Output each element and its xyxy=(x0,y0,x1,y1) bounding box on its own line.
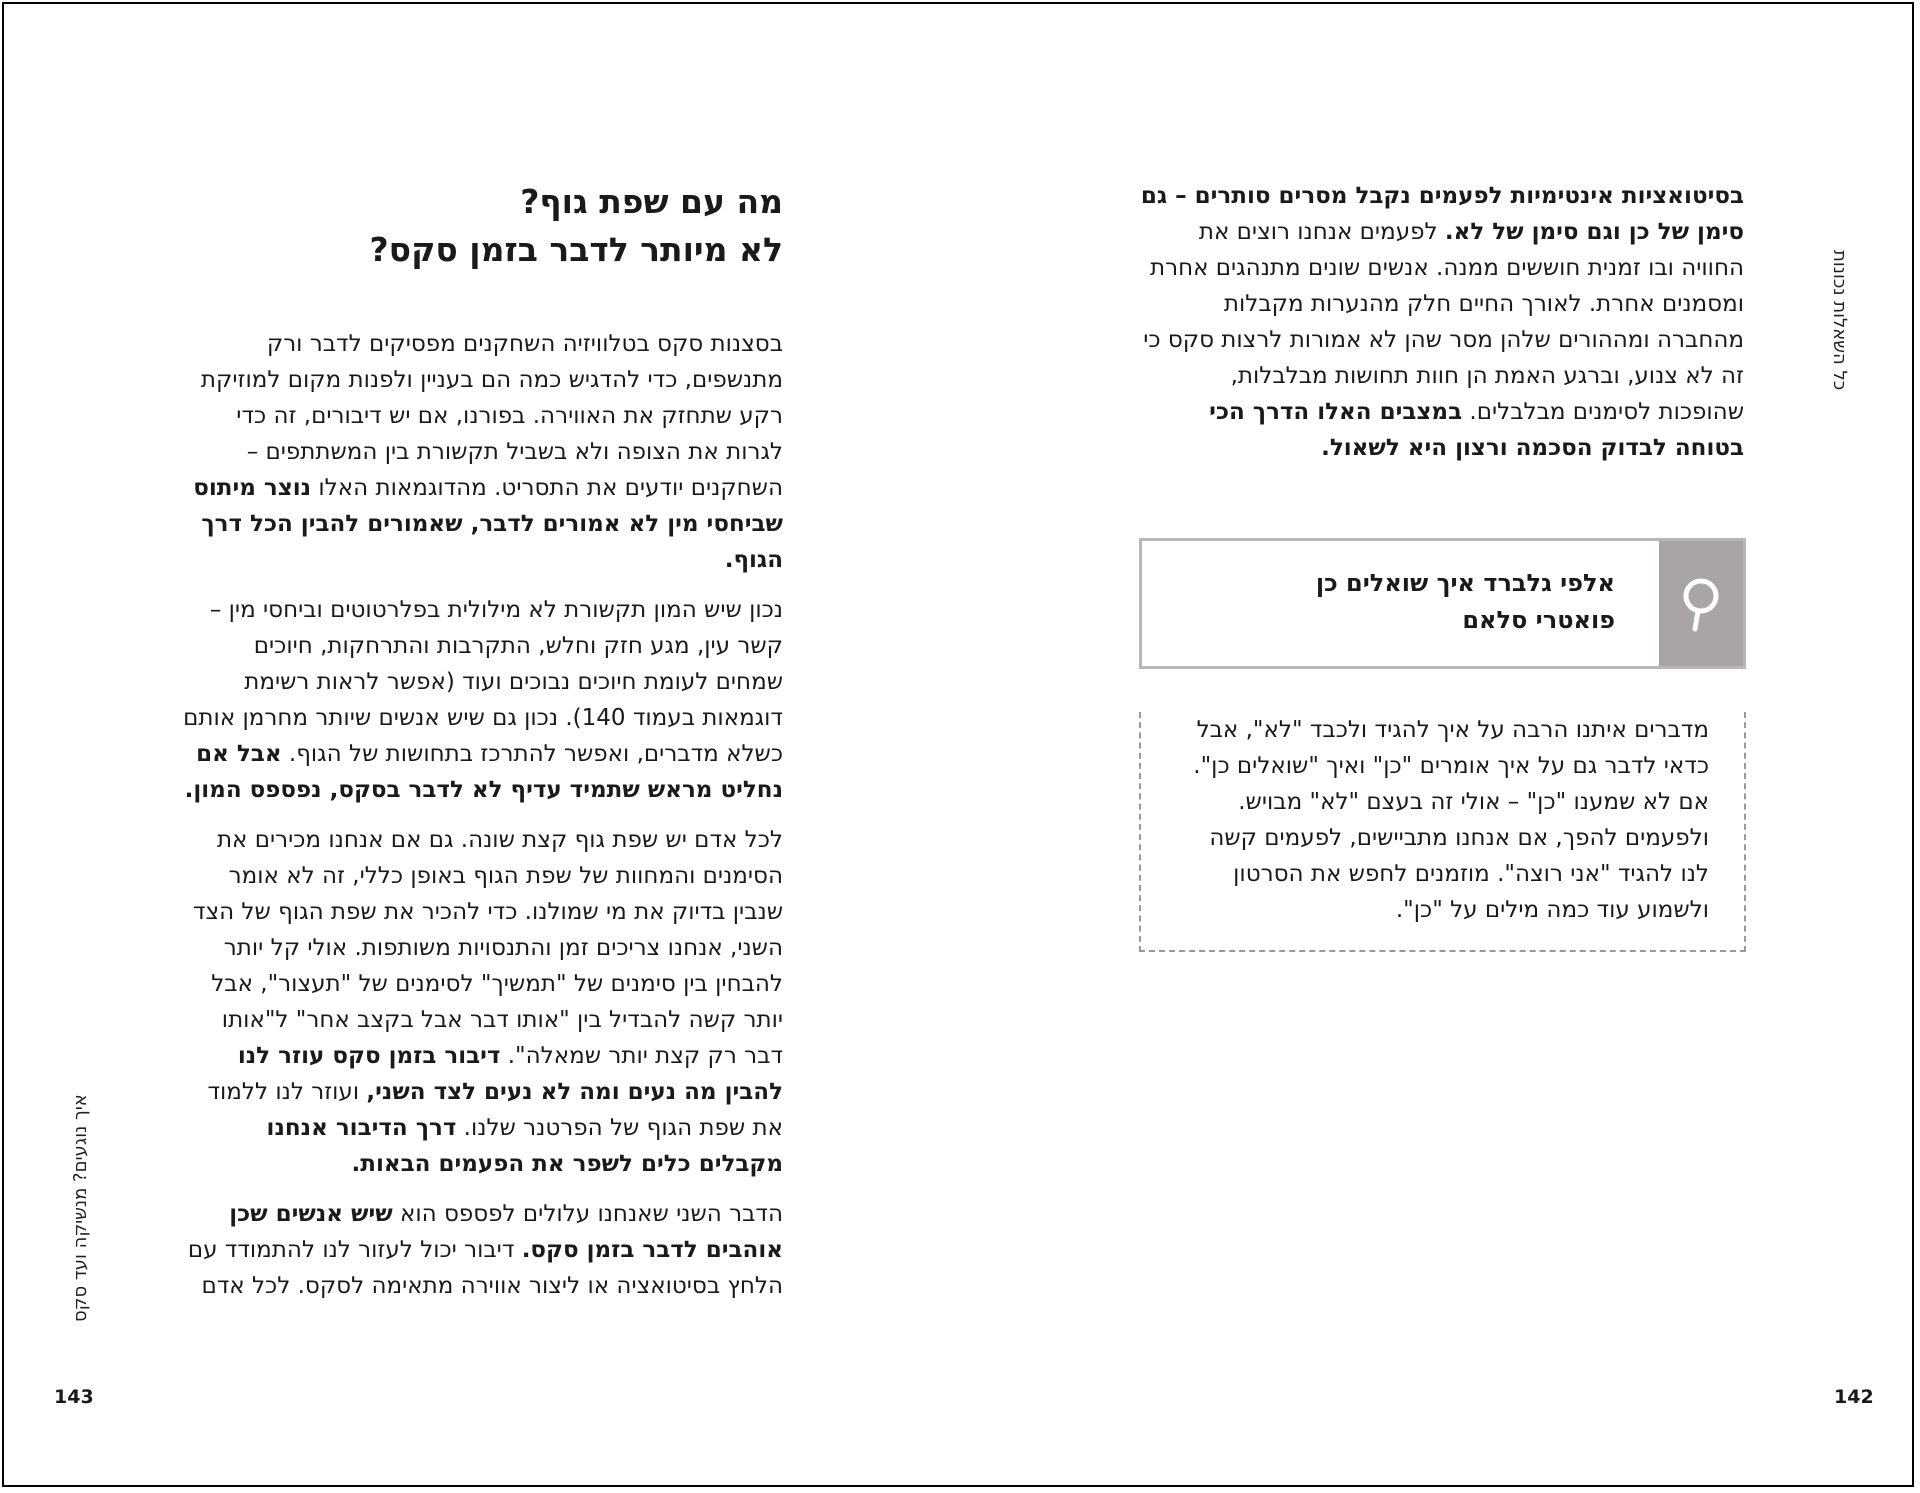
p2-text-1: נכון שיש המון תקשורת לא מילולית בפלרטוטים וביחסי מין – קשר עין, מגע חזק וחלש, התקרבות והתרחקות, חיוכים שמחים לעומת חיוכים נבוכים ועוד (אפשר לראות רשימת דוגמאות בעמוד 140). נכון גם שיש אנשים שיותר מחרמן אותם כשלא מדברים, ואפשר להתרכז בתחושות של הגוף. xyxy=(183,597,783,767)
body-paragraph-2 xyxy=(180,592,783,808)
heading-line-1: מה עם שפת גוף? xyxy=(520,182,783,221)
callout-body: מדברים איתנו הרבה על איך להגיד ולכבד "לא", אבל כדאי לדבר גם על איך אומרים "כן" ואיך "שואלים כן". אם לא שמענו "כן" – אולי זה בעצם "לא" מבויש. ולפעמים להפך, אם אנחנו מתביישים, לפעמים קשה לנו להגיד "אני רוצה". מוזמנים לחפש את הסרטון ולשמוע עוד כמה מילים על "כן". xyxy=(1193,717,1709,923)
p4-text-2: דיבור יכול לעזור לנו להתמודד עם הלחץ בסיטואציה או ליצור אווירה מתאימה לסקס. לכל אדם xyxy=(187,1237,783,1299)
intro-paragraph xyxy=(1139,178,1744,466)
intro-text-1: לפעמים אנחנו רוצים את החוויה ובו זמנית חוששים ממנה. אנשים שונים מתנהגים אחרת ומסמנים אחרת. לאורך החיים חלק מהנערות מקבלות מהחברה ומההורים שלהן מסר שהן לא אמורות לרצות סקס כי זה לא צנוע, וברגע האמת הן חוות תחושות מבלבלות, שהופכות לסימנים מבלבלים. xyxy=(1143,219,1744,425)
p4-bold-1: שיש אנשים שכן אוהבים לדבר בזמן סקס. xyxy=(229,1201,783,1263)
callout-icon-box xyxy=(1659,541,1743,666)
p3-bold-1: דיבור בזמן סקס עוזר לנו להבין מה נעים ומה לא נעים לצד השני, xyxy=(237,1043,783,1105)
running-head-left: איך נוגעים? מנשיקה ועד סקס xyxy=(70,1094,91,1322)
intro-bold-2: במצבים האלו הדרך הכי בטוחה לבדוק הסכמה ורצון היא לשאול. xyxy=(1209,399,1744,461)
video-callout xyxy=(1139,538,1746,669)
intro-bold-1: בסיטואציות אינטימיות לפעמים נקבל מסרים סותרים – גם סימן של כן וגם סימן של לא. xyxy=(1140,183,1744,245)
search-icon xyxy=(1659,541,1743,666)
p1-text-1: בסצנות סקס בטלוויזיה השחקנים מפסיקים לדבר ורק מתנשפים, כדי להדגיש כמה הם בעניין ולפנות מקום למוזיקת רקע שתחזק את האווירה. בפורנו, אם יש דיבורים, זה כדי לגרות את הצופה ולא בשביל תקשורת בין המשתתפים – השחקנים יודעים את התסריט. מהדוגמאות האלו xyxy=(200,331,783,501)
callout-title: אלפי גלברד איך שואלים כן פואטרי סלאם xyxy=(1315,569,1615,634)
p4-text-1: הדבר השני שאנחנו עלולים לפספס הוא xyxy=(392,1201,783,1227)
body-paragraph-4 xyxy=(180,1196,783,1304)
body-paragraph-1 xyxy=(180,326,783,578)
section-heading xyxy=(180,178,783,274)
body-paragraph-3 xyxy=(180,822,783,1182)
running-head-right: כל השאלות נכונות xyxy=(1829,250,1850,391)
heading-line-2: לא מיותר לדבר בזמן סקס? xyxy=(369,230,783,269)
page-number-right: 142 xyxy=(1834,1386,1874,1408)
p3-text-1: לכל אדם יש שפת גוף קצת שונה. גם אם אנחנו מכירים את הסימנים והמחוות של שפת הגוף באופן כללי, זה לא אומר שנבין בדיוק את מי שמולנו. כדי להכיר את שפת הגוף של הצד השני, אנחנו צריכים זמן והתנסויות משותפות. אולי קל יותר להבחין בין סימנים של "תמשיך" לסימנים של "תעצור", אבל יותר קשה להבדיל בין "אותו דבר אבל בקצב אחר" ל"אותו דבר רק קצת יותר שמאלה". xyxy=(192,827,783,1069)
p3-text-2: ועוזר לנו ללמוד את שפת הגוף של הפרטנר שלנו. xyxy=(207,1079,783,1141)
left-body xyxy=(180,326,783,1304)
page-number-left: 143 xyxy=(54,1386,94,1408)
p1-bold-1: נוצר מיתוס שביחסי מין לא אמורים לדבר, שאמורים להבין הכל דרך הגוף. xyxy=(193,475,783,573)
p3-bold-2: דרך הדיבור אנחנו מקבלים כלים לשפר את הפעמים הבאות. xyxy=(266,1115,783,1177)
callout-body-box xyxy=(1139,712,1746,952)
p2-bold-1: אבל אם נחליט מראש שתמיד עדיף לא לדבר בסקס, נפספס המון. xyxy=(184,741,783,803)
